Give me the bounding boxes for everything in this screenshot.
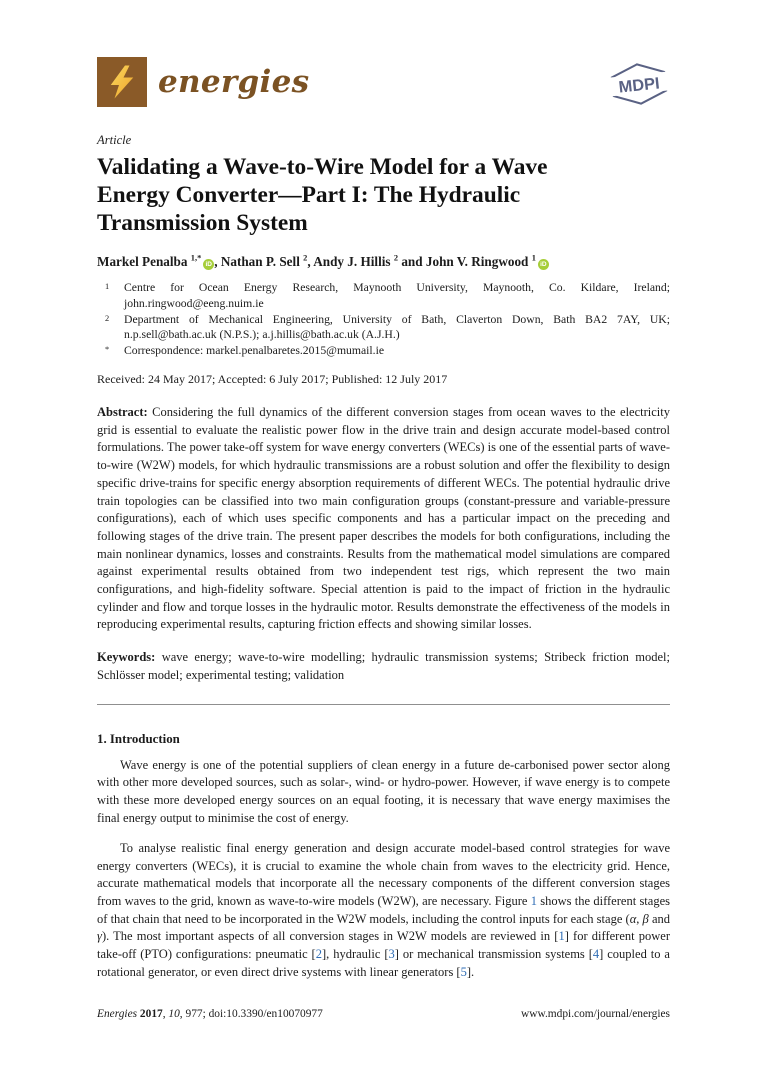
authors-line bbox=[97, 253, 670, 271]
text-segment: 2017 bbox=[139, 1008, 163, 1020]
citation-link[interactable]: 1 bbox=[530, 894, 537, 908]
text-segment: and John V. Ringwood bbox=[398, 254, 532, 270]
affiliation-text: Department of Mechanical Engineering, University of Bath, Claverton Down, Bath BA2 7AY, UK; n.p.sell@bath.ac.uk (N.P.S.); a.j.hillis@bath.ac.uk (A.J.H.) bbox=[124, 312, 670, 342]
abstract-text: Considering the full dynamics of the different conversion stages from ocean waves to the electricity grid is essential to evaluate the realistic power flow in the drive train and design accurate model-based control formulations. The power take-off system for wave energy converters (WECs) is one of the essential parts of wave-to-wire (W2W) models, for which hydraulic transmissions are a robust solution and offer the flexibility to design specific drive-trains for specific energy absorption requirements of different WECs. The potential hydraulic drive train topologies can be classified into two main configuration groups (constant-pressure and variable-pressure configurations), each of which uses specific components and has a particular impact on the preceding and following stages of the drive train. The present paper describes the models for both configurations, including the main nonlinear dynamics, losses and constraints. Results from the mathematical model simulations are compared against experimental results obtained from two independent test rigs, which represent the two main configurations, and high-fidelity software. Special attention is paid to the impact of friction in the hydraulic cylinder and flow and torque losses in the hydraulic motor. Results demonstrate the effectiveness of the models in reproducing experimental results, capturing friction effects and showing similar losses. bbox=[97, 405, 670, 632]
orcid-icon[interactable]: iD bbox=[538, 259, 549, 270]
page-footer bbox=[97, 1008, 670, 1020]
keywords-section bbox=[97, 649, 670, 684]
page-header bbox=[97, 57, 670, 112]
text-segment: , Nathan P. Sell bbox=[214, 254, 304, 270]
text-segment: α bbox=[629, 911, 637, 926]
affiliation-item bbox=[97, 343, 670, 359]
keywords-label: Keywords: bbox=[97, 650, 156, 665]
affiliation-text: Centre for Ocean Energy Research, Maynooth University, Maynooth, Co. Kildare, Ireland; john.ringwood@eeng.nuim.ie bbox=[124, 281, 670, 310]
text-segment: and bbox=[648, 911, 670, 926]
citation-link[interactable]: 1 bbox=[558, 929, 565, 944]
citation-link[interactable]: 2 bbox=[315, 947, 322, 962]
text-segment: 2 bbox=[303, 253, 308, 263]
text-segment: Markel Penalba bbox=[97, 254, 191, 270]
mdpi-logo-text: MDPI bbox=[617, 74, 661, 97]
citation-link[interactable]: 3 bbox=[388, 947, 395, 962]
energies-logo-square bbox=[97, 57, 147, 107]
text-segment: , Andy J. Hillis bbox=[307, 254, 394, 270]
affiliation-item bbox=[97, 312, 670, 344]
intro-paragraph-1: Wave energy is one of the potential suppliers of clean energy in a future de-carbonised power sector along with other more developed sources, such as solar-, wind- or hydro-power. However, if wave energy is to compete with these more developed energy sources on an equal footing, it is necessary that wave energy maximises the final energy output to minimise the cost of energy. bbox=[97, 757, 670, 825]
section-heading-introduction: 1. Introduction bbox=[97, 731, 180, 746]
citation-link[interactable]: 5 bbox=[460, 964, 467, 979]
abstract-section bbox=[97, 404, 670, 634]
dates-line: Received: 24 May 2017; Accepted: 6 July 2017; Published: 12 July 2017 bbox=[97, 372, 448, 387]
text-segment: ). The most important aspects of all conversion stages in W2W models are reviewed in [ bbox=[101, 929, 559, 944]
text-segment: ] for different power take-off (PTO) configurations: pneumatic [ bbox=[97, 929, 671, 962]
affiliation-marker: 2 bbox=[105, 313, 110, 323]
text-segment: ] or mechanical transmission systems [ bbox=[394, 947, 593, 962]
affiliation-marker: 1 bbox=[105, 282, 110, 292]
text-segment: shows the different stages of that chain that need to be incorporated in the W2W models, including the control inputs for each stage ( bbox=[97, 894, 670, 926]
text-segment: ]. bbox=[466, 964, 475, 979]
section-divider bbox=[97, 704, 670, 705]
correspondence-marker: * bbox=[105, 345, 110, 355]
text-segment: , bbox=[636, 911, 643, 926]
affiliation-item bbox=[97, 280, 670, 312]
keywords-text: wave energy; wave-to-wire modelling; hydraulic transmission systems; Stribeck friction model; Schlösser model; experimental testing; validation bbox=[97, 650, 670, 682]
text-segment: 10 bbox=[168, 1008, 180, 1020]
page-title: Validating a Wave-to-Wire Model for a Wave Energy Converter—Part I: The Hydraulic Transmission System bbox=[97, 154, 548, 237]
mdpi-logo bbox=[608, 61, 670, 112]
energies-logo bbox=[97, 57, 309, 107]
article-type-label: Article bbox=[97, 133, 132, 147]
intro-paragraph-2 bbox=[97, 840, 670, 982]
text-segment: 1 bbox=[531, 253, 536, 263]
text-segment: 2 bbox=[393, 253, 399, 263]
mdpi-hexagon-icon bbox=[608, 61, 670, 107]
footer-journal-url[interactable]: www.mdpi.com/journal/energies bbox=[521, 1008, 670, 1020]
lightning-bolt-icon bbox=[104, 62, 140, 102]
text-segment: To analyse realistic final energy generation and design accurate model-based control strategies for wave energy converters (WECs), it is crucial to examine the whole chain from waves to the electricity grid. Hence, accurate mathematical models that incorporate all the necessary components of the different conversion stages from waves to the grid, known as wave-to-wire models (W2W), are necessary. Figure bbox=[97, 840, 670, 908]
text-segment: ] coupled to a rotational generator, or even direct drive systems with linear generators [ bbox=[97, 947, 670, 979]
text-segment: β bbox=[642, 911, 649, 926]
citation-link[interactable]: 4 bbox=[592, 947, 600, 962]
text-segment: ], hydraulic [ bbox=[321, 947, 389, 962]
journal-wordmark: energies bbox=[158, 64, 310, 100]
text-segment: 1,* bbox=[190, 253, 202, 263]
footer-citation bbox=[97, 1008, 323, 1020]
text-segment: , 977; doi:10.3390/en10070977 bbox=[179, 1008, 323, 1020]
text-segment: Energies bbox=[97, 1008, 140, 1020]
text-segment: γ bbox=[97, 929, 102, 944]
text-segment: , bbox=[162, 1008, 169, 1020]
abstract-label: Abstract: bbox=[97, 405, 148, 420]
affiliation-list bbox=[97, 280, 670, 359]
correspondence-text: Correspondence: markel.penalbaretes.2015@mumail.ie bbox=[124, 344, 385, 358]
orcid-icon[interactable]: iD bbox=[203, 259, 214, 270]
